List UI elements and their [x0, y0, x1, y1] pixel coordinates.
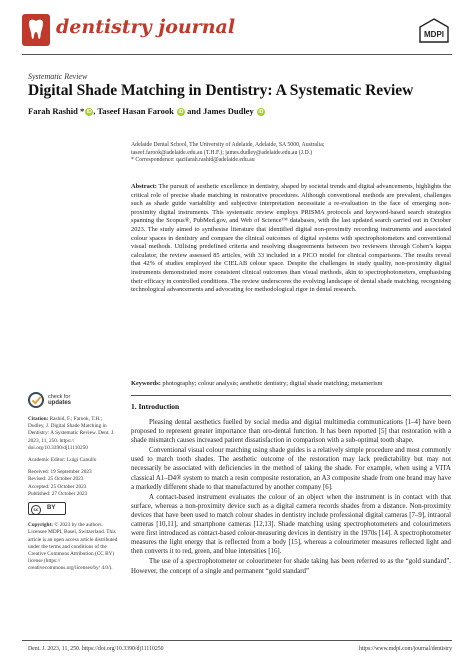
date-published: Published: 27 October 2023: [28, 490, 88, 497]
author-name[interactable]: Taseef Hasan Farook: [97, 106, 174, 116]
copyright-text: © 2023 by the authors. Licensee MDPI, Basel, Switzerland. This article is an open access article distributed under the terms and conditions of the Creative Commons Attribution (CC BY) license (https:// creativecommons.org/licenses/by/ 4.0/).: [28, 522, 118, 572]
author-name[interactable]: Farah Rashid: [28, 106, 78, 116]
citation-text: Rashid, F.; Farook, T.H.; Dudley, J. Digital Shade Matching in Dentistry: A Systematic Review. Dent. J. 2023, 11, 250. https:// doi.org/10.3390/dj11110250: [28, 416, 115, 451]
paragraph: A contact-based instrument evaluates the colour of an object when the instrument is in contact with that surface, whereas a non-proximity device such as a digital camera records shades from a distance. Non-proximity devices that have been used to match colour shades in dentistry include professional digital cameras [7–9], intraoral cameras [10,11], and smartphone cameras [12,13]. Shade matching using spectrophotometers and colourimeters were first introduced as contact-based colour-measuring devices in dentistry in the 1970s [14]. A spectrophotometer measures the light energy that is reflected from a body [15], whereas a colourimeter measures reflected light and then converts it to red, green, and blue intensities [16].: [131, 493, 451, 556]
svg-text:MDPI: MDPI: [424, 30, 444, 39]
article-sidebar: [28, 392, 118, 576]
citation-label: Citation:: [28, 416, 49, 422]
footer-divider: [22, 640, 452, 641]
article-title: Digital Shade Matching in Dentistry: A Systematic Review: [28, 82, 414, 99]
paragraph: The use of a spectrophotometer or colourimeter for shade taking has been referred to as the “gold standard”. However, the concept of a single and permanent “gold standard”: [131, 558, 451, 575]
check-updates-line1: check for: [48, 394, 71, 400]
keywords-label: Keywords:: [131, 380, 161, 387]
keywords-text: photography; colour analysis; aesthetic dentistry; digital shade matching; metamerism: [160, 380, 383, 387]
author-separator: and: [184, 106, 203, 116]
abstract-text: The pursuit of aesthetic excellence in dentistry, shaped by societal trends and digital advancements, highlights the critical role of precise shade matching in restorative procedures. Although conventional methods are prevalent, challenges such as shade guide variability and subjective interpretation necessitate a re-evaluation in the face of emerging non-proximity digital instruments. This systematic review employs PRISMA protocols and keyword-based search strategies spanning the Scopus®, PubMed.gov, and Web of Science™ databases, with the last updated search carried out in October 2023. The study aimed to synthesise literature that identified digital non-proximity recording instruments and associated colour spaces in dentistry and compare the clinical outcomes of digital systems with spectrophotometers and conventional visual methods. Utilising predefined criteria and resolving disagreements between two reviewers through Cohen’s kappa calculator, the review assessed 85 articles, with 33 included in a PICO model for clinical comparisons. The results reveal that 42% of studies employed the CIELAB colour space. Despite the challenges in study quality, non-proximity digital instruments demonstrated more consistent clinical outcomes than visual methods, akin to spectrophotometers, emphasising their efficacy in controlled conditions. The review underscores the evolving landscape of dental shade matching, recognising technological advancements and advocating for methodological rigor in dental research.: [131, 183, 451, 294]
copyright-label: Copyright:: [28, 522, 54, 529]
cc-by-license-icon[interactable]: cc BY: [28, 502, 66, 515]
orcid-icon[interactable]: iD: [86, 109, 92, 115]
author-list: [28, 106, 265, 116]
date-received: Received: 19 September 2023: [28, 469, 92, 476]
tooth-logo-icon: [22, 14, 50, 46]
dates-block: [28, 469, 118, 498]
abstract-label: Abstract:: [131, 183, 157, 190]
affiliation-line: taseef.farook@adelaide.edu.au (T.H.F.); james.dudley@adelaide.edu.au (J.D.): [131, 149, 313, 156]
orcid-icon[interactable]: iD: [178, 109, 184, 115]
paragraph: Pleasing dental aesthetics fuelled by social media and digital multimedia communications [1–4] have been proposed to represent greater importance than oro-dental function. It has been reported [5] that restoration with a shade mismatch causes increased patient dissatisfaction in comparison with a sub-optimal tooth shape.: [131, 419, 451, 445]
author-separator: ,: [93, 106, 98, 116]
date-accepted: Accepted: 25 October 2023: [28, 483, 87, 490]
author-name[interactable]: James Dudley: [202, 106, 254, 116]
journal-header: [22, 12, 452, 52]
mdpi-logo-icon[interactable]: [418, 18, 450, 44]
section-heading: 1. Introduction: [131, 402, 180, 411]
affiliation-line: Adelaide Dental School, The University of Adelaide, Adelaide, SA 5000, Australia;: [131, 142, 325, 148]
date-revised: Revised: 25 October 2023: [28, 476, 84, 483]
check-for-updates-button[interactable]: [28, 392, 118, 408]
keywords-divider: [131, 395, 451, 396]
journal-name[interactable]: dentistry journal: [56, 16, 236, 38]
footer-journal-link[interactable]: https://www.mdpi.com/journal/dentistry: [358, 646, 452, 652]
paragraph: Conventional visual colour matching using shade guides is a relatively simple procedure and most commonly used to match tooth shades. The aesthetic outcome of the restoration may lack predictability but may not necessarily be associated with deficiencies in the method of taking the shade. For example, when using a VITA classical A1–D4® system to match a resin composite restoration, an A3 composite shade from one brand may have a markedly different shade to that manufactured by another company [6].: [131, 447, 451, 491]
article-type: Systematic Review: [28, 72, 88, 81]
introduction-body: [131, 418, 451, 577]
check-updates-icon: [28, 392, 44, 408]
affiliation-block: [131, 142, 431, 165]
orcid-icon[interactable]: iD: [258, 109, 264, 115]
author-mark: *: [79, 106, 85, 116]
correspondence-line: * Correspondence: qazifarah.rashid@adelaide.edu.au: [131, 157, 255, 164]
copyright: [28, 522, 118, 572]
check-updates-line2: updates: [48, 400, 72, 406]
abstract: [131, 183, 451, 295]
citation: [28, 416, 118, 452]
academic-editor: Academic Editor: Luigi Canullo: [28, 457, 97, 464]
footer-citation[interactable]: Dent. J. 2023, 11, 250. https://doi.org/10.3390/dj11110250: [28, 646, 164, 652]
header-divider: [22, 54, 452, 55]
keywords: [131, 380, 451, 389]
